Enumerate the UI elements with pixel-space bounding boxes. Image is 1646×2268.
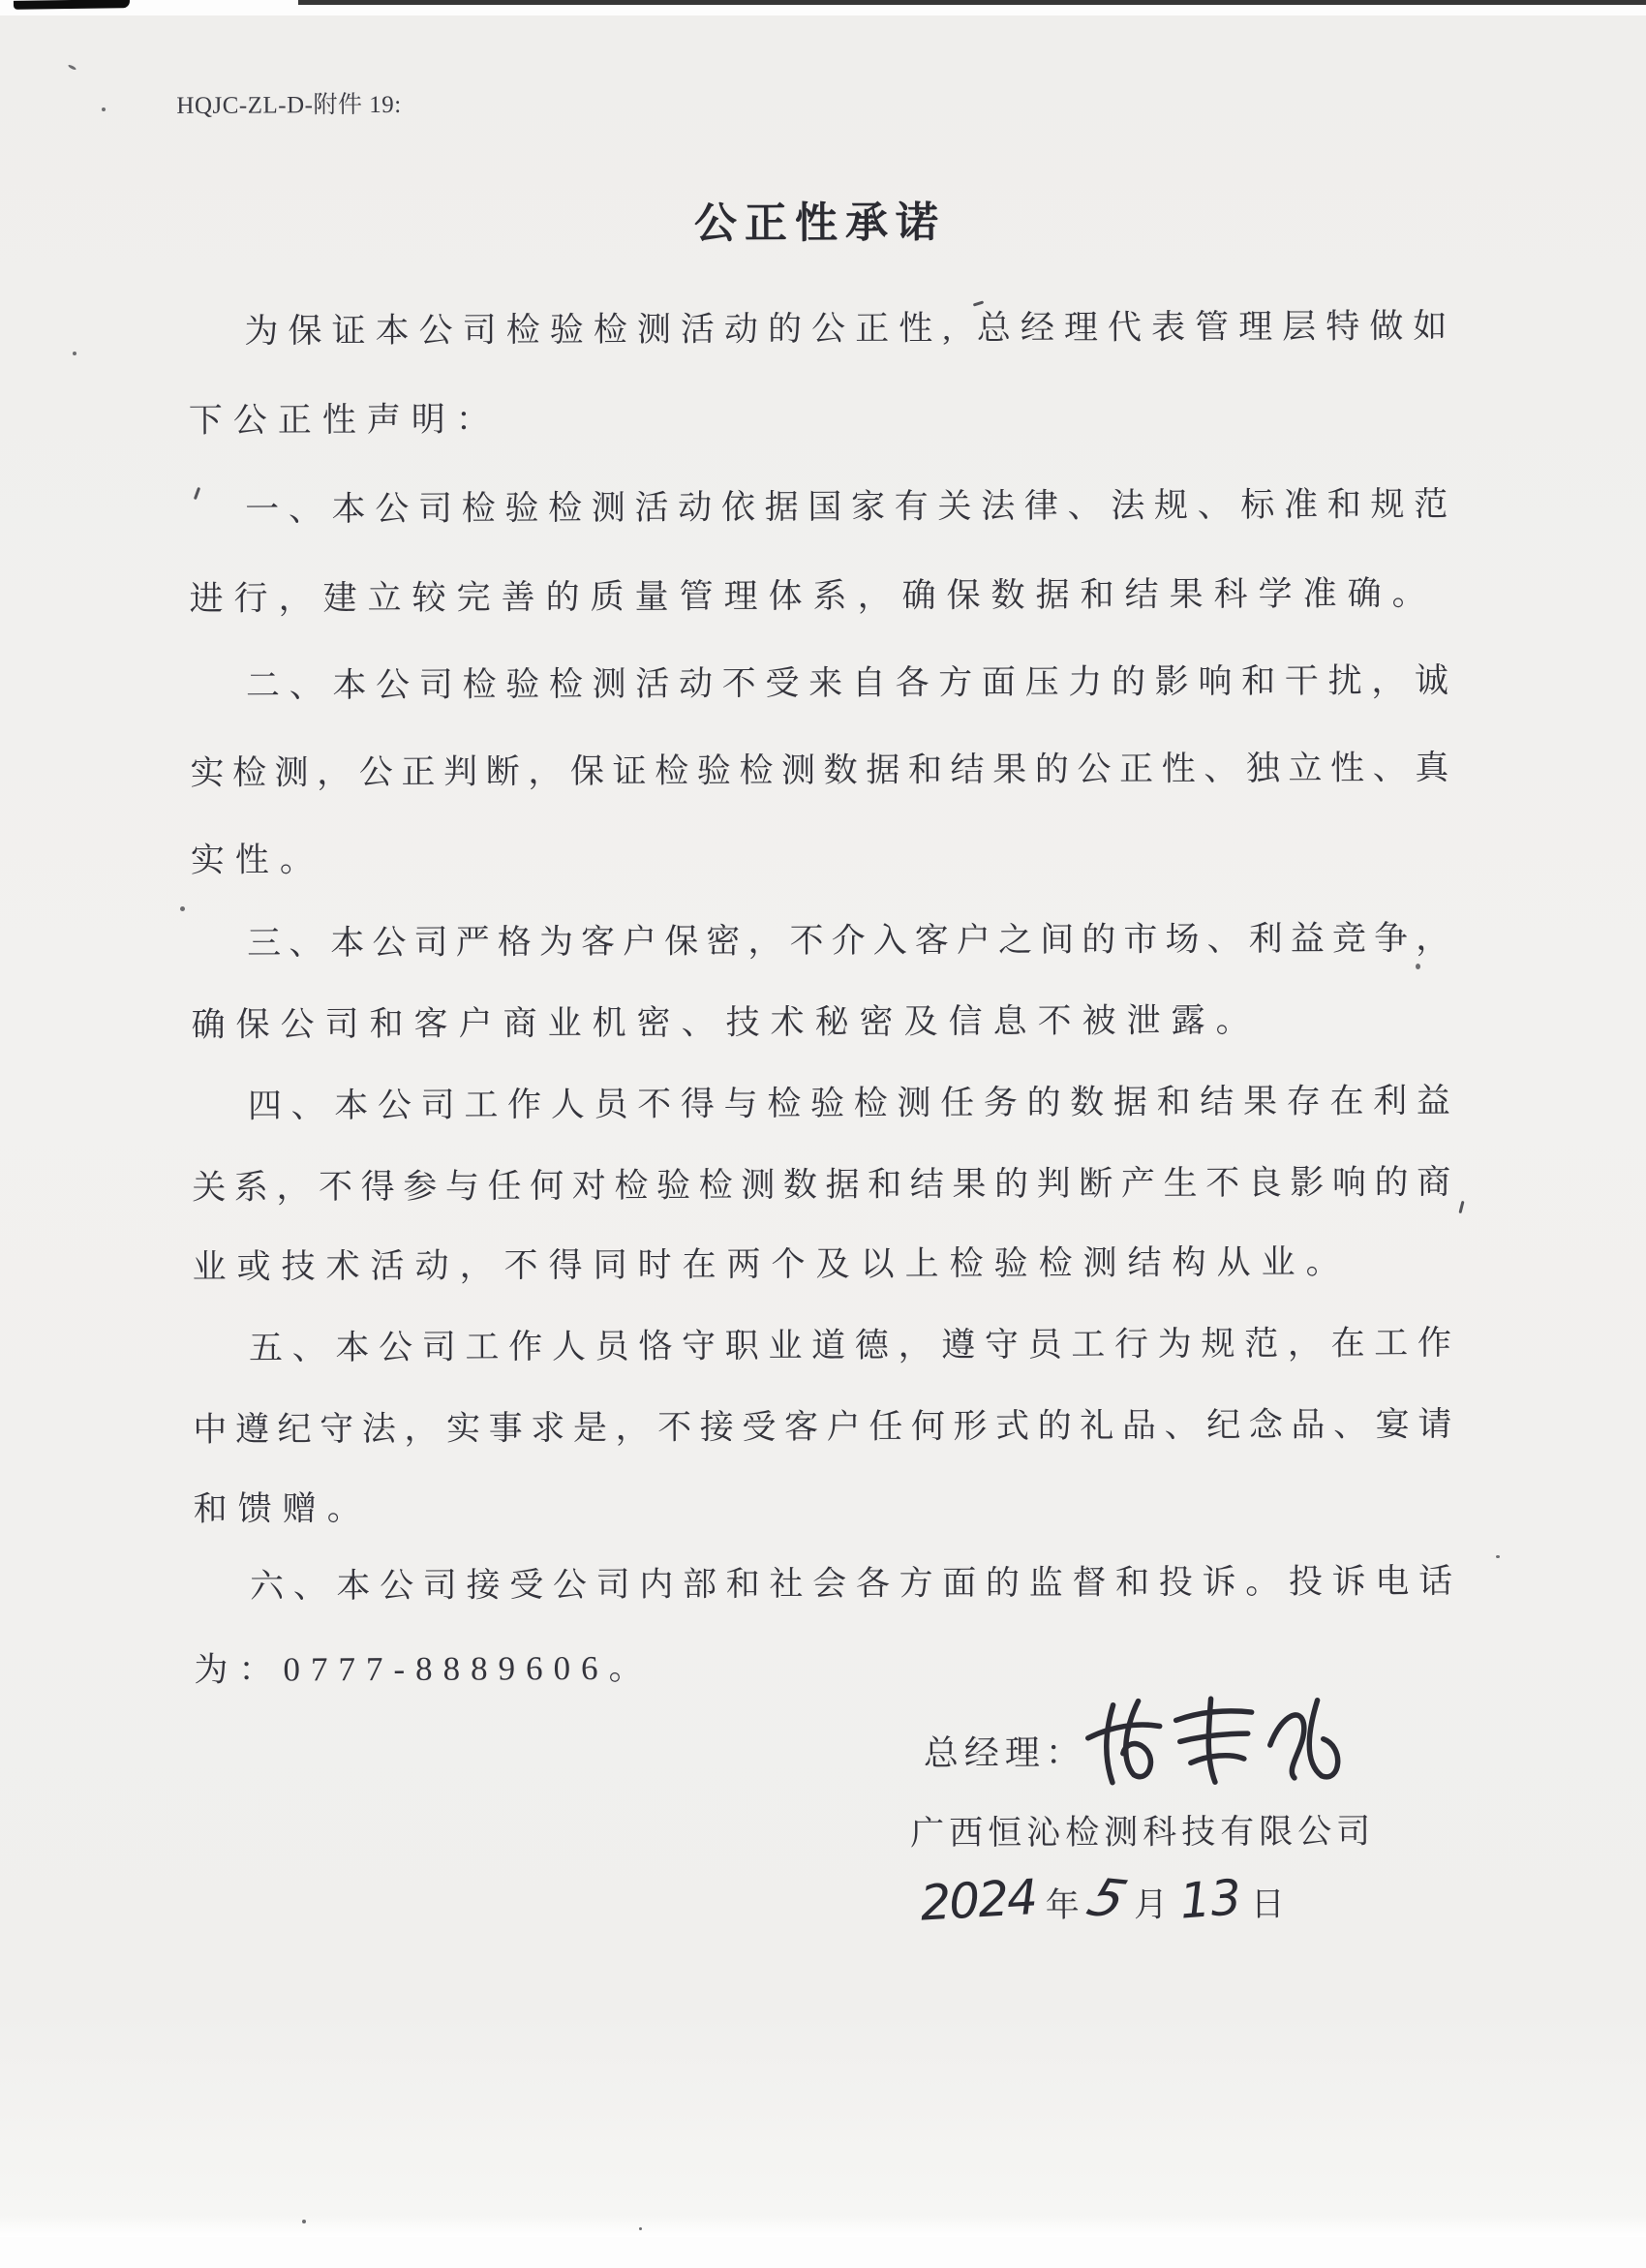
body-line: 实检测，公正判断，保证检验检测数据和结果的公正性、独立性、真 bbox=[190, 749, 1457, 792]
body-line: 为：0777-8889606。 bbox=[194, 1648, 654, 1689]
body-line: 四、本公司工作人员不得与检验检测任务的数据和结果存在利益 bbox=[247, 1082, 1458, 1125]
handwritten-year: 2024 bbox=[918, 1868, 1038, 1932]
body-line: 六、本公司接受公司内部和社会各方面的监督和投诉。投诉电话 bbox=[249, 1562, 1461, 1606]
year-suffix: 年 bbox=[1045, 1885, 1082, 1925]
body-line: 二、本公司检验检测活动不受来自各方面压力的影响和干扰，诚 bbox=[245, 661, 1457, 705]
body-line: 关系，不得参与任何对检验检测数据和结果的判断产生不良影响的商 bbox=[192, 1163, 1459, 1207]
general-manager-label: 总经理： bbox=[923, 1732, 1086, 1773]
signature-handwriting bbox=[1077, 1685, 1349, 1806]
body-line: 和馈赠。 bbox=[193, 1489, 372, 1528]
body-line: 进行，建立较完善的质量管理体系，确保数据和结果科学准确。 bbox=[189, 574, 1437, 618]
day-suffix: 日 bbox=[1250, 1885, 1287, 1924]
company-name: 广西恒沁检测科技有限公司 bbox=[910, 1812, 1376, 1853]
body-line: 确保公司和客户商业机密、技术秘密及信息不被泄露。 bbox=[191, 1001, 1261, 1044]
body-line: 为保证本公司检验检测活动的公正性, 总经理代表管理层特做如 bbox=[244, 307, 1455, 351]
body-line: 一、本公司检验检测活动依据国家有关法律、法规、标准和规范 bbox=[245, 485, 1456, 529]
body-line: 中遵纪守法，实事求是，不接受客户任何形式的礼品、纪念品、宴请 bbox=[193, 1405, 1460, 1449]
document-code: HQJC-ZL-D-附件 19: bbox=[176, 91, 402, 119]
handwritten-month: 5 bbox=[1080, 1866, 1135, 1930]
signature-date bbox=[920, 1867, 1296, 1930]
body-line: 业或技术活动，不得同时在两个及以上检验检测结构从业。 bbox=[192, 1242, 1351, 1286]
body-line: 五、本公司工作人员恪守职业道德，遵守员工行为规范，在工作 bbox=[248, 1324, 1460, 1367]
body-line: 下公正性声明： bbox=[188, 400, 501, 440]
month-suffix: 月 bbox=[1134, 1885, 1171, 1924]
body-line: 实性。 bbox=[190, 841, 324, 879]
body-line: 三、本公司严格为客户保密，不介入客户之间的市场、利益竞争， bbox=[247, 919, 1458, 963]
handwritten-day: 13 bbox=[1177, 1868, 1243, 1930]
document-title: 公正性承诺 bbox=[693, 199, 947, 248]
